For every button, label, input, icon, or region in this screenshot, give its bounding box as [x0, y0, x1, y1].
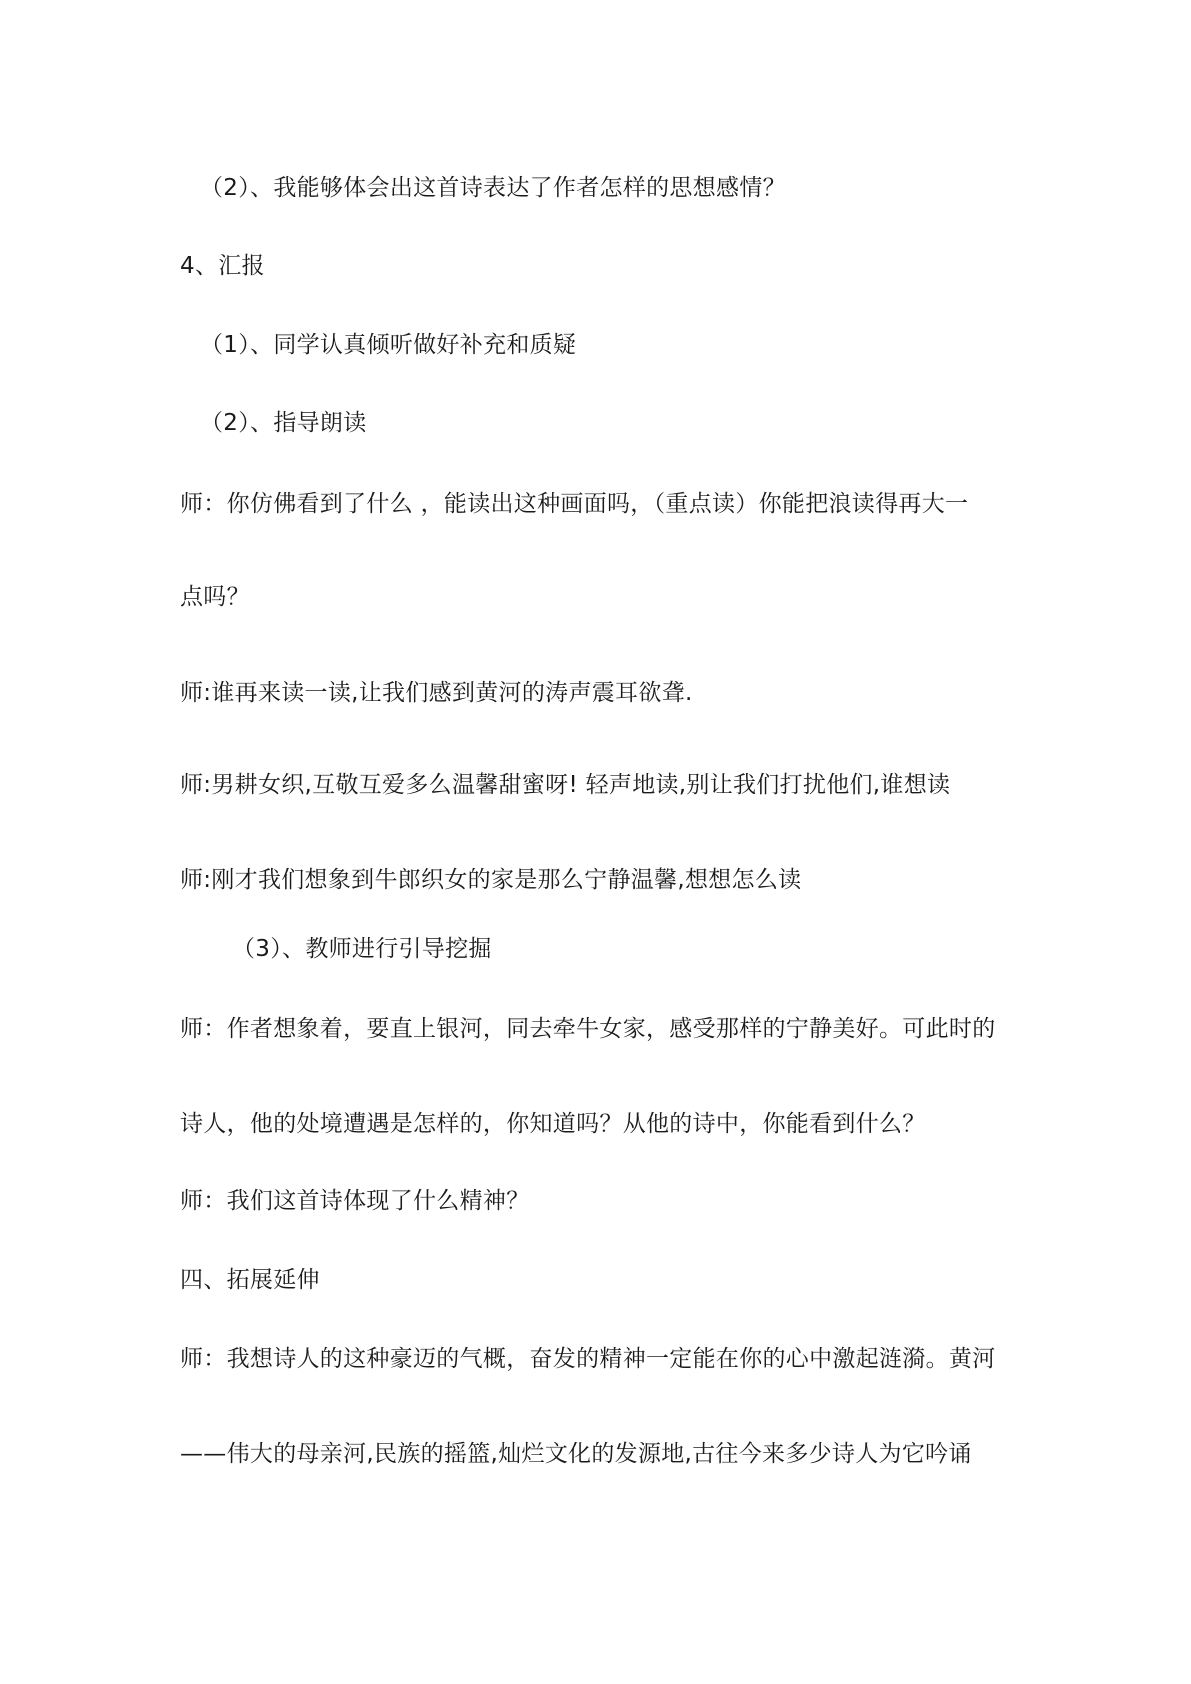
teacher-line-6: 师：我们这首诗体现了什么精神？ — [180, 1188, 530, 1214]
sub-step-1: （1）、同学认真倾听做好补充和质疑 — [200, 332, 577, 358]
teacher-line-4: 师:刚才我们想象到牛郎织女的家是那么宁静温馨,想想怎么读 — [180, 867, 802, 893]
teacher-line-5b: 诗人，他的处境遭遇是怎样的，你知道吗？从他的诗中，你能看到什么？ — [180, 1111, 926, 1137]
teacher-line-1a: 师：你仿佛看到了什么 ，能读出这种画面吗，（重点读）你能把浪读得再大一 — [180, 491, 969, 517]
sub-question-2: （2）、我能够体会出这首诗表达了作者怎样的思想感情？ — [200, 175, 786, 201]
teacher-line-7b: ——伟大的母亲河,民族的摇篮,灿烂文化的发源地,古往今来多少诗人为它吟诵 — [180, 1441, 972, 1467]
teacher-line-1b: 点吗？ — [180, 584, 250, 610]
step-heading-report: 4、汇报 — [180, 253, 265, 279]
teacher-line-2: 师:谁再来读一读,让我们感到黄河的涛声震耳欲聋. — [180, 680, 693, 706]
teacher-line-3: 师:男耕女织,互敬互爱多么温馨甜蜜呀! 轻声地读,别让我们打扰他们,谁想读 — [180, 772, 951, 798]
sub-step-2: （2）、指导朗读 — [200, 410, 367, 436]
teacher-line-5a: 师：作者想象着，要直上银河，同去牵牛女家，感受那样的宁静美好。可此时的 — [180, 1016, 996, 1042]
section-heading-extension: 四、拓展延伸 — [180, 1267, 320, 1293]
sub-step-3: （3）、教师进行引导挖掘 — [232, 936, 492, 962]
teacher-line-7a: 师：我想诗人的这种豪迈的气概，奋发的精神一定能在你的心中激起涟漪。黄河 — [180, 1346, 996, 1372]
